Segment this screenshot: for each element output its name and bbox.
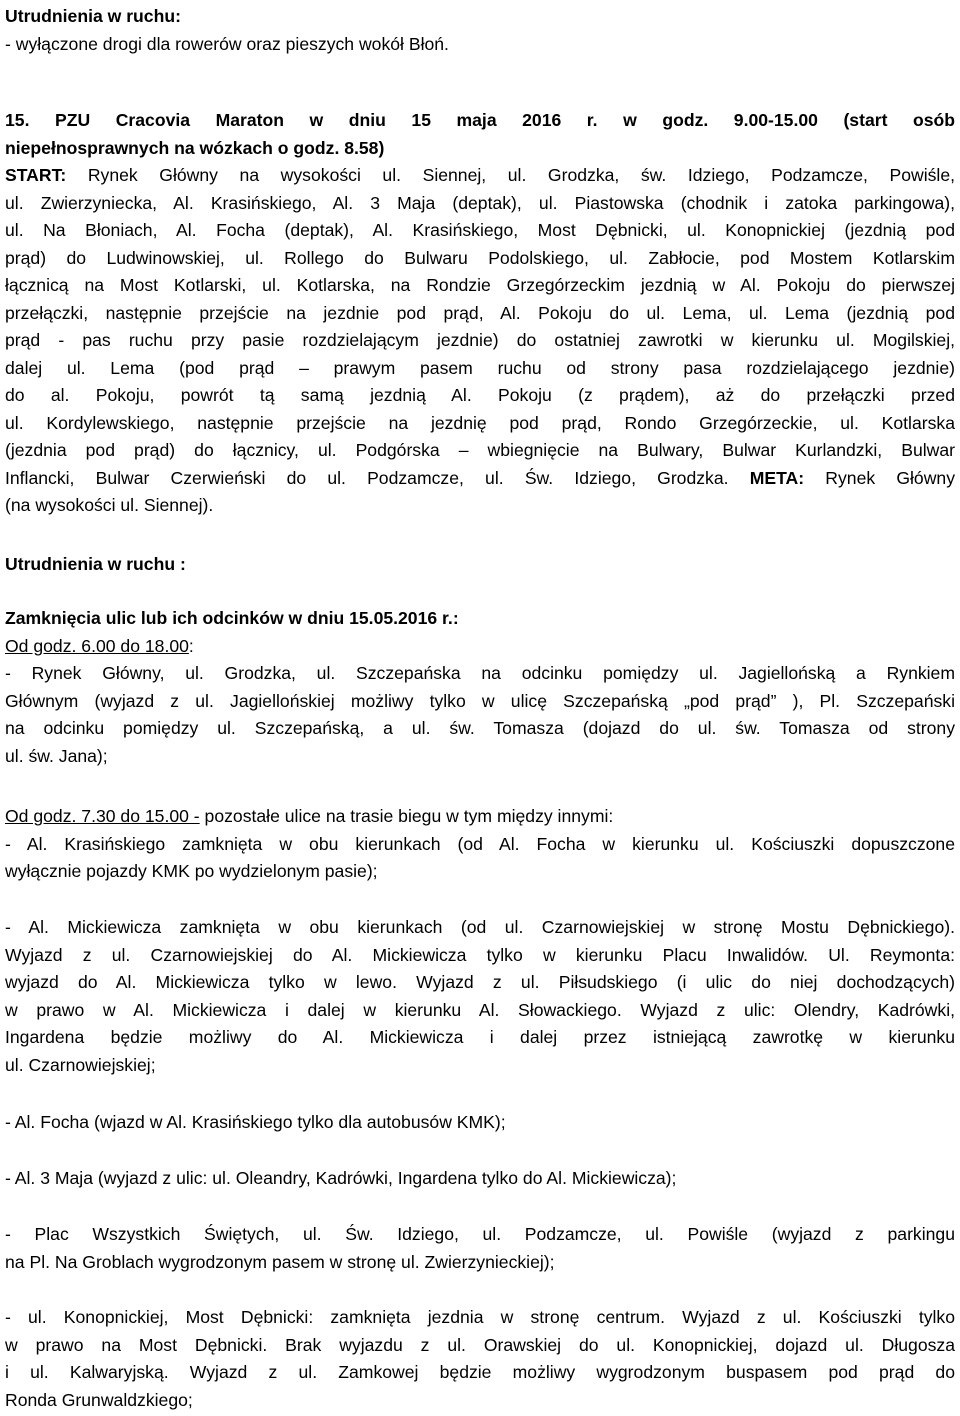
closure-line: i ul. Kalwaryjską. Wyjazd z ul. Zamkowej będzie możliwy wygrodzonym buspasem pod prąd do <box>5 1362 955 1382</box>
route-line <box>5 162 955 190</box>
closure-line: na odcinku pomiędzy ul. Szczepańską, a ul. św. Tomasza (dojazd do ul. św. Tomasza od strony <box>5 718 955 738</box>
time-range-2-label: Od godz. 7.30 do 15.00 - <box>5 806 200 826</box>
section-closures <box>5 605 955 770</box>
paragraph-focha <box>5 1109 955 1137</box>
route-line: ul. Zwierzyniecka, Al. Krasińskiego, Al. 3 Maja (deptak), ul. Piastowska (chodnik i zatoka parkingowa), <box>5 192 955 213</box>
closure-line: Głównym (wyjazd z ul. Jagiellońskiej możliwy tylko w ulicę Szczepańską „pod prąd” ), Pl. Szczepański <box>5 690 955 711</box>
route-line: przełączki, następnie przejście na jezdnie pod prąd, Al. Pokoju do ul. Lema, ul. Lema (jezdnią pod <box>5 302 955 323</box>
route-line: do al. Pokoju, powrót tą samą jezdnią Al. Pokoju (z prądem), aż do przełączki przed <box>5 385 955 405</box>
closure-line: - Plac Wszystkich Świętych, ul. Św. Idziego, ul. Podzamcze, ul. Powiśle (wyjazd z parkingu <box>5 1224 955 1244</box>
closure-line: - ul. Konopnickiej, Most Dębnicki: zamknięta jezdnia w stronę centrum. Wyjazd z ul. Kościuszki tylko <box>5 1307 955 1327</box>
start-label: START: <box>5 165 67 185</box>
route-text: Rynek Główny na wysokości ul. Siennej, ul. Grodzka, św. Idziego, Podzamcze, Powiśle, <box>66 165 955 185</box>
marathon-title-line-2: niepełnosprawnych na wózkach o godz. 8.58) <box>5 137 385 158</box>
closure-line: na Pl. Na Groblach wygrodzonym pasem w stronę ul. Zwierzynieckiej); <box>5 1251 555 1272</box>
time-range-2-text: pozostałe ulice na trasie biegu w tym między innymi: <box>199 806 614 826</box>
meta-label: META: <box>749 467 805 488</box>
paragraph-plac-wszystkich-swietych <box>5 1221 955 1276</box>
time-range-1 <box>5 633 955 661</box>
route-text: Rynek Główny <box>804 467 955 488</box>
closure-line: ul. Czarnowiejskiej; <box>5 1054 156 1075</box>
closure-line: ul. św. Jana); <box>5 745 108 766</box>
route-text: Inflancki, Bulwar Czerwieński do ul. Podzamcze, ul. Św. Idziego, Grodzka. <box>5 467 750 488</box>
route-line: prąd - pas ruchu przy pasie rozdzielającym jezdnie) do ostatniej zawrotki w kierunku ul. Mogilskiej, <box>5 330 955 350</box>
heading-traffic-difficulties: Utrudnienia w ruchu: <box>5 6 181 26</box>
closure-line: Ingardena będzie możliwy do Al. Mickiewicza i dalej przez istniejącą zawrotkę w kierunku <box>5 1027 955 1047</box>
closure-line: Wyjazd z ul. Czarnowiejskiej do Al. Mickiewicza tylko w kierunku Placu Inwalidów. Ul. Reymonta: <box>5 944 955 965</box>
section-closures-2 <box>5 803 955 886</box>
section-traffic-notice-2 <box>5 551 955 579</box>
closure-line: - Al. 3 Maja (wyjazd z ulic: ul. Oleandry, Kadrówki, Ingardena tylko do Al. Mickiewicza); <box>5 1168 677 1188</box>
route-line: łącznicą na Most Kotlarski, ul. Kotlarska, na Rondzie Grzegórzeckim jezdnią w Al. Pokoju do pierwszej <box>5 275 955 295</box>
route-line <box>5 465 955 493</box>
closures-heading: Zamknięcia ulic lub ich odcinków w dniu 15.05.2016 r.: <box>5 608 459 628</box>
route-line: ul. Na Błoniach, Al. Focha (deptak), Al. Krasińskiego, Most Dębnicki, ul. Konopnickiej (jezdnią pod <box>5 220 955 240</box>
closure-line: Ronda Grunwaldzkiego; <box>5 1389 193 1410</box>
paragraph-3-maja <box>5 1165 955 1193</box>
closure-line: w prawo na Most Dębnicki. Brak wyjazdu z ul. Orawskiej do ul. Konopnickiej, dojazd ul. Długosza <box>5 1334 955 1355</box>
route-line: (jezdnia pod prąd) do łącznicy, ul. Podgórska – wbiegnięcie na Bulwary, Bulwar Kurlandzki, Bulwar <box>5 440 955 460</box>
closure-line: w prawo w Al. Mickiewicza i dalej w kierunku Al. Słowackiego. Wyjazd z ulic: Olendry, Kadrówki, <box>5 999 955 1020</box>
time-range-1-colon: : <box>188 635 194 656</box>
time-range-1-label: Od godz. 6.00 do 18.00 <box>5 635 189 656</box>
closure-line: - Rynek Główny, ul. Grodzka, ul. Szczepańska na odcinku pomiędzy ul. Jagiellońską a Rynkiem <box>5 663 955 683</box>
route-line: (na wysokości ul. Siennej). <box>5 495 214 515</box>
route-line: prąd) do Ludwinowskiej, ul. Rollego do Bulwaru Podolskiego, ul. Zabłocie, pod Mostem Kotlarskim <box>5 247 955 268</box>
closed-paths-item: - wyłączone drogi dla rowerów oraz pieszych wokół Błoń. <box>5 33 449 54</box>
closure-line: wyjazd do Al. Mickiewicza tylko w lewo. Wyjazd z ul. Piłsudskiego (i ulic do niej dochodzących) <box>5 972 955 992</box>
closure-line: - Al. Focha (wjazd w Al. Krasińskiego tylko dla autobusów KMK); <box>5 1112 506 1132</box>
closure-line: - Al. Krasińskiego zamknięta w obu kierunkach (od Al. Focha w kierunku ul. Kościuszki dopuszczone <box>5 833 955 854</box>
paragraph-mickiewicza <box>5 914 955 1079</box>
closure-line: - Al. Mickiewicza zamknięta w obu kierunkach (od ul. Czarnowiejskiej w stronę Mostu Dębnickiego). <box>5 917 955 937</box>
closure-line: wyłącznie pojazdy KMK po wydzielonym pasie); <box>5 861 378 881</box>
paragraph-konopnickiej <box>5 1304 955 1414</box>
heading-traffic-difficulties-2: Utrudnienia w ruchu : <box>5 554 186 574</box>
section-traffic-notice-1 <box>5 3 955 58</box>
route-line: dalej ul. Lema (pod prąd – prawym pasem ruchu od strony pasa rozdzielającego jezdnie) <box>5 357 955 378</box>
route-line: ul. Kordylewskiego, następnie przejście na jezdnię pod prąd, Rondo Grzegórzeckie, ul. Kotlarska <box>5 412 955 433</box>
marathon-title-line-1: 15. PZU Cracovia Maraton w dniu 15 maja 2016 r. w godz. 9.00-15.00 (start osób <box>5 110 955 130</box>
section-marathon <box>5 107 955 520</box>
time-range-2 <box>5 803 955 831</box>
